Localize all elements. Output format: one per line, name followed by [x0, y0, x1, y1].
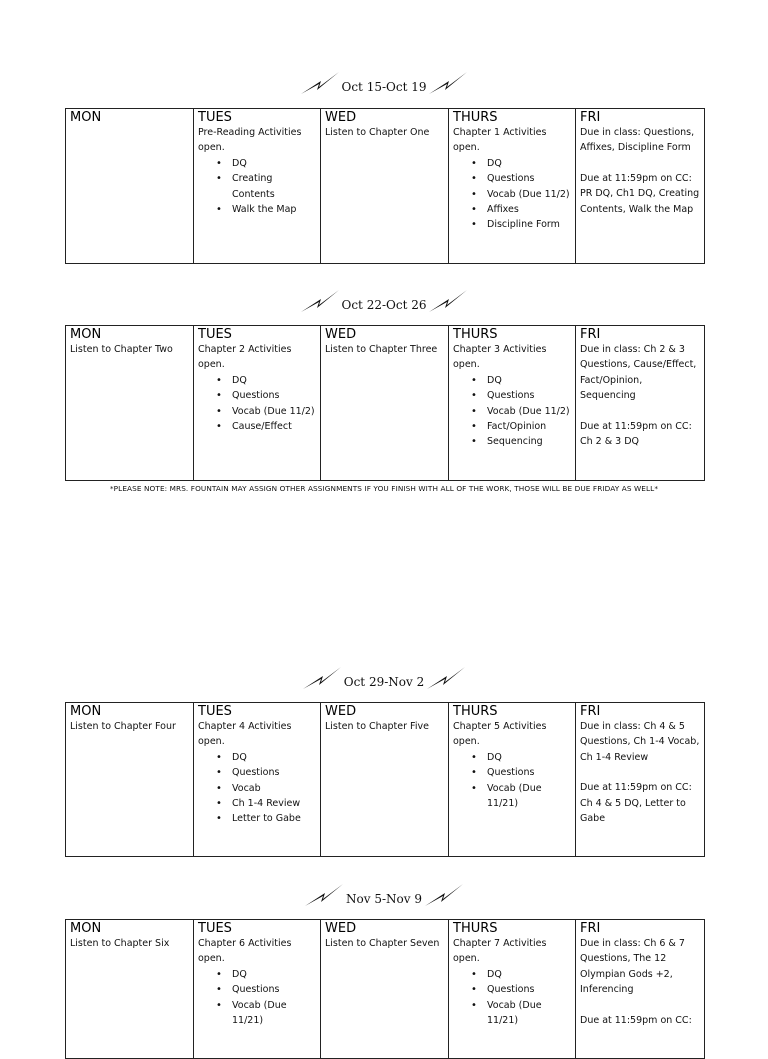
- day-text: Listen to Chapter Four: [70, 721, 176, 732]
- week-date-range: Oct 15-Oct 19: [341, 80, 427, 94]
- day-label: THURS: [453, 327, 498, 342]
- activity-list: [453, 373, 571, 450]
- lightning-bolt-icon: [304, 882, 344, 908]
- list-item: • DQ: [232, 373, 316, 388]
- tuesday-cell: [194, 920, 321, 1059]
- list-item: • Vocab (Due 11/21): [232, 998, 316, 1029]
- due-online-text: Due at 11:59pm on CC: Ch 2 & 3 DQ: [580, 420, 692, 448]
- day-label: WED: [325, 110, 357, 125]
- list-item: • Sequencing: [487, 434, 571, 449]
- week-date-range: Nov 5-Nov 9: [346, 892, 422, 906]
- week-title: [0, 880, 768, 910]
- thursday-cell: [449, 920, 576, 1059]
- day-label: MON: [70, 704, 102, 719]
- list-item: • Questions: [487, 982, 571, 997]
- wednesday-cell: [321, 326, 449, 481]
- day-label: TUES: [198, 327, 232, 342]
- list-item: • Questions: [487, 171, 571, 186]
- list-item: • Questions: [232, 982, 316, 997]
- day-text: Chapter 5 Activities open.: [453, 721, 547, 748]
- friday-cell: [576, 920, 705, 1059]
- week-title: [0, 68, 768, 98]
- day-text: Pre-Reading Activities open.: [198, 127, 302, 154]
- activity-list: [453, 967, 571, 1029]
- day-label: TUES: [198, 921, 232, 936]
- lightning-bolt-icon: [300, 288, 340, 314]
- week-title: [0, 286, 768, 316]
- day-label: MON: [70, 110, 102, 125]
- list-item: • Walk the Map: [232, 202, 316, 217]
- day-text: Chapter 3 Activities open.: [453, 344, 547, 371]
- list-item: • Vocab (Due 11/21): [487, 998, 571, 1029]
- thursday-cell: [449, 109, 576, 264]
- due-online-text: Due at 11:59pm on CC: PR DQ, Ch1 DQ, Creating Contents, Walk the Map: [580, 172, 700, 215]
- activity-list: [198, 156, 316, 218]
- monday-cell: [66, 326, 194, 481]
- week-date-range: Oct 22-Oct 26: [341, 298, 427, 312]
- due-in-class-text: Due in class: Ch 2 & 3 Questions, Cause/Effect, Fact/Opinion, Sequencing: [580, 344, 697, 402]
- list-item: • Affixes: [487, 202, 571, 217]
- list-item: • DQ: [487, 373, 571, 388]
- day-text: Listen to Chapter One: [325, 127, 430, 138]
- day-label: FRI: [580, 704, 601, 719]
- week-date-range: Oct 29-Nov 2: [343, 675, 425, 689]
- day-label: WED: [325, 704, 357, 719]
- due-in-class-text: Due in class: Ch 4 & 5 Questions, Ch 1-4 Vocab, Ch 1-4 Review: [580, 721, 700, 763]
- list-item: • Vocab (Due 11/2): [232, 404, 316, 419]
- monday-cell: [66, 109, 194, 264]
- day-label: MON: [70, 921, 102, 936]
- week-schedule-table: [65, 325, 705, 481]
- wednesday-cell: [321, 109, 449, 264]
- wednesday-cell: [321, 703, 449, 857]
- list-item: • Questions: [232, 765, 316, 780]
- lightning-bolt-icon: [300, 70, 340, 96]
- day-label: TUES: [198, 110, 232, 125]
- day-text: Listen to Chapter Seven: [325, 938, 440, 949]
- day-label: FRI: [580, 327, 601, 342]
- day-label: MON: [70, 327, 102, 342]
- friday-cell: [576, 109, 705, 264]
- list-item: • Creating Contents: [232, 171, 316, 202]
- list-item: • Fact/Opinion: [487, 419, 571, 434]
- day-text: Listen to Chapter Five: [325, 721, 429, 732]
- list-item: • DQ: [487, 750, 571, 765]
- list-item: • Cause/Effect: [232, 419, 316, 434]
- activity-list: [453, 156, 571, 233]
- list-item: • Vocab (Due 11/21): [487, 781, 571, 812]
- thursday-cell: [449, 703, 576, 857]
- day-text: Listen to Chapter Three: [325, 344, 438, 355]
- due-in-class-text: Due in class: Ch 6 & 7 Questions, The 12 Olympian Gods +2, Inferencing: [580, 938, 685, 996]
- tuesday-cell: [194, 703, 321, 857]
- activity-list: [198, 373, 316, 435]
- tuesday-cell: [194, 109, 321, 264]
- monday-cell: [66, 703, 194, 857]
- day-label: THURS: [453, 704, 498, 719]
- day-label: FRI: [580, 110, 601, 125]
- week-title: [0, 663, 768, 693]
- list-item: • DQ: [232, 967, 316, 982]
- day-text: Chapter 2 Activities open.: [198, 344, 292, 371]
- friday-cell: [576, 326, 705, 481]
- thursday-cell: [449, 326, 576, 481]
- due-in-class-text: Due in class: Questions, Affixes, Discipline Form: [580, 127, 695, 154]
- activity-list: [453, 750, 571, 812]
- list-item: • Vocab: [232, 781, 316, 796]
- week-schedule-table: [65, 108, 705, 264]
- due-online-text: Due at 11:59pm on CC:: [580, 1014, 692, 1026]
- day-text: Chapter 7 Activities open.: [453, 938, 547, 965]
- week-schedule-table: [65, 919, 705, 1059]
- day-label: WED: [325, 327, 357, 342]
- day-text: Chapter 1 Activities open.: [453, 127, 547, 154]
- week-schedule-table: [65, 702, 705, 857]
- list-item: • DQ: [232, 156, 316, 171]
- list-item: • Ch 1-4 Review: [232, 796, 316, 811]
- lightning-bolt-icon: [426, 665, 466, 691]
- day-label: WED: [325, 921, 357, 936]
- lightning-bolt-icon: [428, 70, 468, 96]
- day-text: Chapter 4 Activities open.: [198, 721, 292, 748]
- activity-list: [198, 750, 316, 827]
- day-label: TUES: [198, 704, 232, 719]
- list-item: • Questions: [232, 388, 316, 403]
- list-item: • DQ: [232, 750, 316, 765]
- monday-cell: [66, 920, 194, 1059]
- wednesday-cell: [321, 920, 449, 1059]
- list-item: • Vocab (Due 11/2): [487, 187, 571, 202]
- activity-list: [198, 967, 316, 1029]
- day-text: Chapter 6 Activities open.: [198, 938, 292, 965]
- day-label: THURS: [453, 921, 498, 936]
- list-item: • Discipline Form: [487, 217, 571, 232]
- list-item: • Questions: [487, 765, 571, 780]
- due-online-text: Due at 11:59pm on CC: Ch 4 & 5 DQ, Letter to Gabe: [580, 782, 692, 825]
- day-label: FRI: [580, 921, 601, 936]
- list-item: • Letter to Gabe: [232, 811, 316, 826]
- friday-cell: [576, 703, 705, 857]
- day-label: THURS: [453, 110, 498, 125]
- day-text: Listen to Chapter Two: [70, 344, 173, 355]
- list-item: • DQ: [487, 967, 571, 982]
- list-item: • Questions: [487, 388, 571, 403]
- lightning-bolt-icon: [428, 288, 468, 314]
- list-item: • DQ: [487, 156, 571, 171]
- lightning-bolt-icon: [424, 882, 464, 908]
- assignment-note: *PLEASE NOTE: MRS. FOUNTAIN MAY ASSIGN OTHER ASSIGNMENTS IF YOU FINISH WITH ALL OF THE WORK, THOSE WILL BE DUE FRIDAY AS WELL*: [109, 484, 659, 493]
- list-item: • Vocab (Due 11/2): [487, 404, 571, 419]
- lightning-bolt-icon: [302, 665, 342, 691]
- tuesday-cell: [194, 326, 321, 481]
- day-text: Listen to Chapter Six: [70, 938, 170, 949]
